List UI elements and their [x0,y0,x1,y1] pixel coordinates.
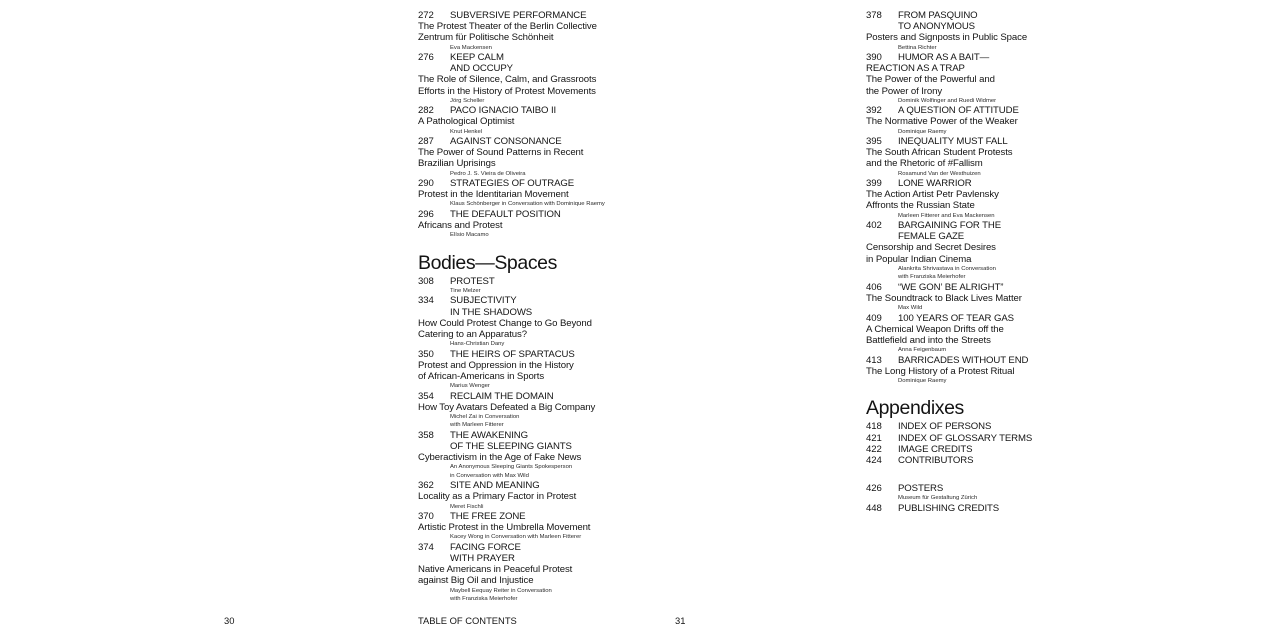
toc-entry-title-line [866,52,1101,63]
toc-entry [866,503,1101,514]
toc-entry-credit-line: Dominik Wolfinger and Ruedi Widmer [898,97,997,104]
toc-entry-title-text: SITE AND MEANING [450,480,540,492]
toc-entry-title-line [418,430,653,441]
toc-entry-title-line [418,209,653,220]
toc-entry-title-line [418,105,653,116]
toc-entry-title-text: “WE GON’ BE ALRIGHT” [898,281,1004,293]
toc-entry [866,313,1101,355]
toc-entry-title-line [866,444,1101,455]
toc-entry-subtitle-line: Protest in the Identitarian Movement [418,189,569,201]
toc-entry-page-number: 272 [418,10,434,21]
toc-entry-title-line [418,480,653,491]
toc-entry [418,276,653,296]
toc-entry-subtitle-line: Censorship and Secret Desires [866,242,996,254]
toc-entry-credit-line: in Conversation with Max Wild [450,472,529,479]
toc-entry-title-line [418,391,653,402]
toc-entry-page-number: 287 [418,136,434,148]
toc-entry-title-line [866,355,1101,366]
toc-entry-title-text: RECLAIM THE DOMAIN [450,390,554,402]
toc-entry-page-number: 374 [418,541,434,553]
toc-entry-page-number: 406 [866,281,882,293]
toc-entry-subtitle-line: A Chemical Weapon Drifts off the [866,323,1004,335]
toc-entry [866,421,1101,432]
toc-entry-credit-line: Kacey Wong in Conversation with Marleen Fitterer [450,534,582,541]
toc-entry [418,295,653,348]
toc-entry-title-text: HUMOR AS A BAIT— [898,52,990,64]
toc-entry [418,349,653,391]
toc-entry-title-text: KEEP CALM [450,52,504,64]
toc-entry-page-number: 308 [418,275,434,287]
toc-entry-page-number: 448 [866,502,882,514]
toc-entry-page-number: 392 [866,105,882,117]
toc-entry-title-text: INEQUALITY MUST FALL [898,136,1008,148]
toc-entry-subtitle-line: Native Americans in Peaceful Protest [418,564,573,576]
toc-entry-credit-line: Max Wild [898,305,923,312]
toc-entry [418,10,653,52]
toc-entry-title-text: POSTERS [898,483,944,495]
toc-entry-subtitle-line: Africans and Protest [418,220,503,232]
toc-entry [866,483,1101,503]
toc-entry-page-number: 334 [418,295,434,307]
page-number-right: 31 [675,615,686,626]
toc-entry-credit-line: Meret Fischli [450,503,484,510]
spacer [866,466,1101,483]
toc-entry-page-number: 276 [418,52,434,64]
toc-entry-page-number: 409 [866,312,882,324]
toc-entry-title-text: SUBJECTIVITY [450,295,517,307]
toc-entry-title-line: WITH PRAYER [450,553,515,564]
toc-entry [866,178,1101,220]
toc-entry-subtitle-line: Efforts in the History of Protest Movements [418,85,596,97]
toc-entry-page-number: 422 [866,443,882,455]
toc-entry-credit-line: Alankrita Shrivastava in Conversation [898,265,996,272]
toc-entry-title-text: THE AWAKENING [450,429,528,441]
toc-entry [418,105,653,136]
toc-entry-title-text: THE HEIRS OF SPARTACUS [450,348,575,360]
toc-entry-title-line [866,136,1101,147]
toc-entry-title-line [866,503,1101,514]
toc-entry-credit-line: Hans-Christian Dany [450,341,505,348]
toc-entry-title-line [866,10,1101,21]
toc-entry-title-line [866,483,1101,494]
toc-entry-credit-line: Michel Zai in Conversation [450,413,520,420]
toc-entry-title-text: PUBLISHING CREDITS [898,502,1000,514]
toc-entry-credit-line: Dominique Raemy [898,377,947,384]
toc-entry-subtitle-line: The Action Artist Petr Pavlensky [866,189,999,201]
toc-entry-credit-line: Dominique Raemy [898,128,947,135]
toc-entry-subtitle-line: Affronts the Russian State [866,200,975,212]
toc-entry-title-line: REACTION AS A TRAP [866,63,965,75]
toc-entry-title-text: BARRICADES WITHOUT END [898,354,1029,366]
toc-entry-subtitle-line: How Toy Avatars Defeated a Big Company [418,401,596,413]
section-heading: Appendixes [866,397,964,420]
toc-entry-page-number: 290 [418,178,434,190]
toc-entry-title-line [866,455,1101,466]
toc-entry-title-text: A QUESTION OF ATTITUDE [898,105,1019,117]
toc-entry-page-number: 354 [418,390,434,402]
toc-entry-page-number: 350 [418,348,434,360]
toc-entry [866,136,1101,178]
toc-entry [418,136,653,178]
toc-entry [866,433,1101,444]
toc-entry [866,355,1101,386]
toc-entry-credit-line: Marleen Fitterer and Eva Mackensen [898,212,995,219]
toc-entry-page-number: 395 [866,136,882,148]
toc-entry [418,209,653,240]
toc-entry-title-text: THE DEFAULT POSITION [450,208,561,220]
toc-entry [418,178,653,209]
toc-entry-page-number: 402 [866,220,882,232]
toc-entry-title-line: OF THE SLEEPING GIANTS [450,440,572,452]
toc-entry-title-text: 100 YEARS OF TEAR GAS [898,312,1014,324]
toc-entry-subtitle-line: The Power of Sound Patterns in Recent [418,147,584,159]
toc-entry-subtitle-line: The Long History of a Protest Ritual [866,365,1015,377]
toc-entry [866,220,1101,282]
toc-entry-title-line [418,349,653,360]
toc-entry-page-number: 418 [866,421,882,433]
toc-entry [418,542,653,604]
toc-entry-credit-line: with Marleen Fitterer [450,422,504,429]
toc-entry-subtitle-line: How Could Protest Change to Go Beyond [418,317,592,329]
toc-entry-title-text: THE FREE ZONE [450,510,526,522]
toc-entry-page-number: 358 [418,429,434,441]
toc-entry-subtitle-line: and the Rhetoric of #Fallism [866,158,983,170]
toc-entry-subtitle-line: A Pathological Optimist [418,116,515,128]
toc-column-left [418,10,653,603]
toc-entry-page-number: 282 [418,105,434,117]
toc-entry-subtitle-line: in Popular Indian Cinema [866,253,972,265]
toc-entry-credit-line: Marius Wenger [450,383,490,390]
toc-entry-subtitle-line: of African-Americans in Sports [418,370,545,382]
toc-entry-credit-line: Rosamund Van der Westhuizen [898,170,981,177]
toc-entry-page-number: 370 [418,510,434,522]
toc-entry-subtitle-line: the Power of Irony [866,85,943,97]
toc-entry-subtitle-line: Catering to an Apparatus? [418,328,527,340]
toc-entry-title-line [418,52,653,63]
toc-entry [418,511,653,542]
toc-entry-subtitle-line: The Role of Silence, Calm, and Grassroots [418,74,597,86]
toc-entry-title-line: FEMALE GAZE [898,231,965,243]
toc-entry [866,52,1101,105]
toc-entry-title-line [866,105,1101,116]
toc-entry-title-line [866,421,1101,432]
toc-entry-subtitle-line: Posters and Signposts in Public Space [866,32,1028,44]
toc-entry-title-line [866,220,1101,231]
toc-entry-subtitle-line: Battlefield and into the Streets [866,334,991,346]
toc-entry-title-line [418,178,653,189]
toc-entry-page-number: 399 [866,178,882,190]
toc-entry [418,480,653,511]
toc-entry-page-number: 421 [866,432,882,444]
toc-entry-page-number: 426 [866,483,882,495]
toc-entry [866,10,1101,52]
toc-entry [866,455,1101,466]
toc-entry-credit-line: Anna Feigenbaum [898,347,947,354]
toc-entry-title-line: TO ANONYMOUS [898,21,975,33]
toc-entry-credit-line: Maybell Eequay Reiter in Conversation [450,587,552,594]
toc-entry-title-line [418,542,653,553]
toc-entry-title-text: CONTRIBUTORS [898,454,974,466]
toc-entry-credit-line: Pedro J. S. Vieira de Oliveira [450,170,526,177]
toc-entry-title-text: AGAINST CONSONANCE [450,136,562,148]
toc-entry-subtitle-line: The South African Student Protests [866,147,1013,159]
toc-entry-subtitle-line: The Normative Power of the Weaker [866,116,1018,128]
toc-entry-title-line [866,433,1101,444]
toc-entry [866,444,1101,455]
toc-entry-title-text: BARGAINING FOR THE [898,220,1002,232]
toc-entry-credit-line: Bettina Richter [898,44,937,51]
toc-entry-title-line: IN THE SHADOWS [450,306,533,318]
toc-entry-subtitle-line: Artistic Protest in the Umbrella Movement [418,522,591,534]
toc-entry-title-line [418,276,653,287]
toc-entry-title-line [866,282,1101,293]
toc-entry-title-text: INDEX OF GLOSSARY TERMS [898,432,1033,444]
toc-entry-page-number: 362 [418,480,434,492]
toc-entry-title-line [418,136,653,147]
toc-entry-page-number: 296 [418,208,434,220]
page-number-left: 30 [224,615,235,626]
section-heading: Bodies—Spaces [418,251,557,274]
toc-entry-subtitle-line: Zentrum für Politische Schönheit [418,32,554,44]
toc-entry [866,105,1101,136]
toc-entry-title-line [418,10,653,21]
toc-entry-title-text: SUBVERSIVE PERFORMANCE [450,10,587,21]
toc-entry-credit-line: Tine Melzer [450,287,481,294]
toc-entry [866,282,1101,313]
toc-entry-credit-line: Jörg Scheller [450,97,485,104]
toc-entry-subtitle-line: The Power of the Powerful and [866,74,995,86]
toc-entry-credit-line: Knut Henkel [450,128,483,135]
toc-entry-credit-line: Elísio Macamo [450,232,489,239]
toc-entry-title-text: FACING FORCE [450,541,521,553]
toc-entry-title-text: LONE WARRIOR [898,178,972,190]
toc-entry-title-text: PROTEST [450,275,495,287]
toc-entry [418,430,653,480]
toc-entry-subtitle-line: Protest and Oppression in the History [418,359,574,371]
running-footer-label: TABLE OF CONTENTS [418,615,517,626]
toc-entry-credit-line: Eva Mackensen [450,44,492,51]
toc-entry-title-text: INDEX OF PERSONS [898,421,992,433]
toc-entry-title-line [418,511,653,522]
toc-entry-page-number: 390 [866,52,882,64]
toc-entry-subtitle-line: Brazilian Uprisings [418,158,496,170]
toc-entry-credit-line: Museum für Gestaltung Zürich [898,495,978,502]
toc-entry-credit-line: An Anonymous Sleeping Giants Spokesperson [450,464,573,471]
toc-entry-credit-line: with Franziska Meierhofer [898,274,966,281]
toc-entry-title-text: FROM PASQUINO [898,10,978,21]
toc-entry-title-line [866,313,1101,324]
toc-entry-title-text: STRATEGIES OF OUTRAGE [450,178,575,190]
toc-entry-title-text: PACO IGNACIO TAIBO II [450,105,557,117]
toc-entry-subtitle-line: against Big Oil and Injustice [418,575,534,587]
toc-entry-title-line [418,295,653,306]
toc-entry-subtitle-line: Locality as a Primary Factor in Protest [418,491,577,503]
toc-entry-credit-line: with Franziska Meierhofer [450,596,518,603]
toc-entry-title-line [866,178,1101,189]
toc-entry-subtitle-line: Cyberactivism in the Age of Fake News [418,452,582,464]
toc-entry-page-number: 378 [866,10,882,21]
toc-entry-page-number: 424 [866,454,882,466]
toc-entry-credit-line: Klaus Schönberger in Conversation with Dominique Raemy [450,201,605,208]
toc-column-right [866,10,1101,514]
toc-entry-subtitle-line: The Protest Theater of the Berlin Collective [418,21,597,33]
toc-entry-subtitle-line: The Soundtrack to Black Lives Matter [866,292,1022,304]
toc-entry-title-text: IMAGE CREDITS [898,443,973,455]
toc-entry [418,391,653,430]
toc-entry-title-line: AND OCCUPY [450,63,513,75]
toc-entry-page-number: 413 [866,354,882,366]
toc-entry [418,52,653,105]
